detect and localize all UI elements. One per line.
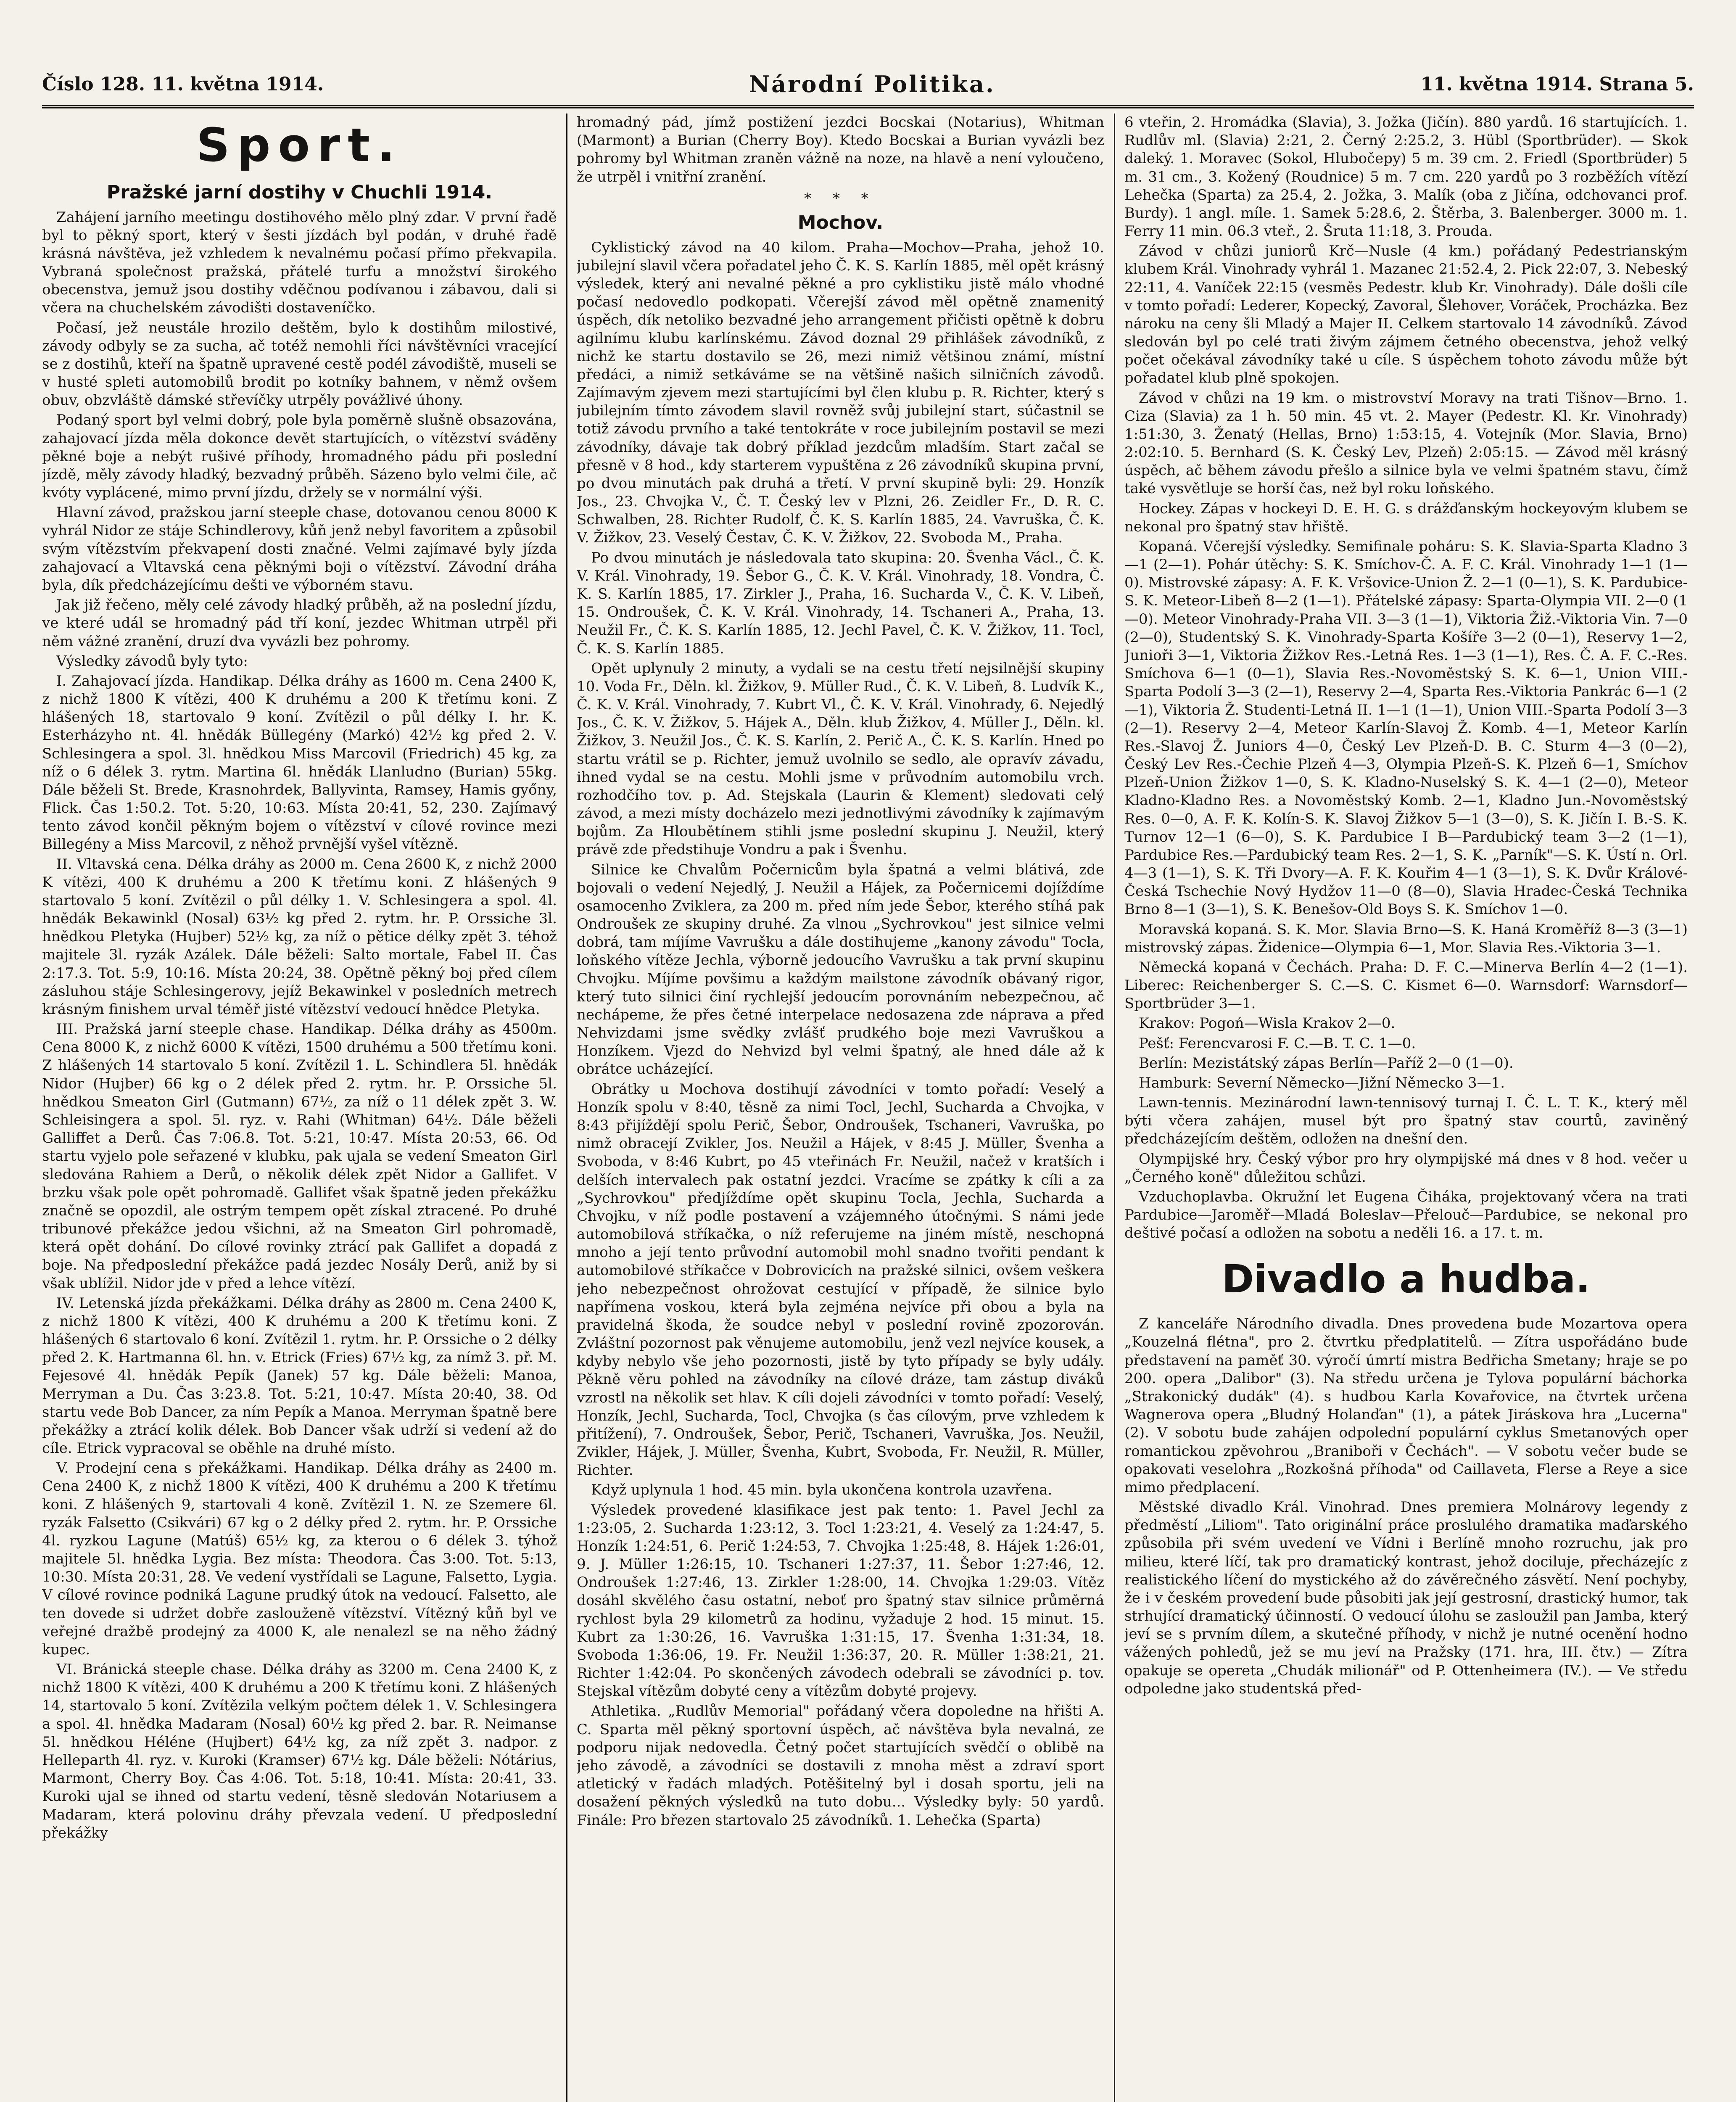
- issue-date-left: Číslo 128. 11. května 1914.: [42, 73, 324, 95]
- paragraph: Vzduchoplavba. Okružní let Eugena Čiháka, projektovaný včera na trati Pardubice—Jaroměř—Mladá Boleslav—Přelouč—Pardubice, se nekonal pro deštivé počasí a odložen na sobotu a neděli 16. a 17. t. m.: [1124, 1188, 1688, 1242]
- paragraph: Silnice ke Chvalům Počernicům byla špatná a velmi blátivá, zde bojovali o vedení Nejedlý, J. Neužil a Hájek, za Počernicemi dojíždíme osamocenho Zviklera, za 200 m. před ním jede Šebor, kterého stíhá pak Ondroušek ze skupiny druhé. Za vlnou „Sychrovkou" jest silnice velmi dobrá, tam míjíme Vavrušku a dále dostihujeme „kanony závodu" Tocla, loňského vítěze Jechla, výborně jedoucího Vavrušku a tak první skupinu Chvojku. Míjíme povšimu a každým mailstone závodník obávaný rigor, který tuto silnici činí rychlejší jedoucím porovnáním nebezpečnou, ač nechápeme, že přes četné interpelace nedosazena zde náprava a před Nehvizdami jsme svědky zvlášť prudkého boje mezi Vavruškou a Honzíkem. Vjezd do Nehvizd byl velmi špatný, ale hned dále až k obrátce ucházející.: [577, 861, 1104, 1078]
- paragraph: Kopaná. Včerejší výsledky. Semifinale poháru: S. K. Slavia-Sparta Kladno 3—1 (2—1). Pohár útěchy: S. K. Smíchov-Č. A. F. C. Král. Vinohrady 1—1 (1—0). Mistrovské zápasy: A. F. K. Vršovice-Union Ž. 2—1 (0—1), S. K. Pardubice-S. K. Meteor-Libeň 8—2 (1—1). Přátelské zápasy: Sparta-Olympia VII. 2—0 (1—0). Meteor Vinohrady-Praha VII. 3—3 (1—1), Viktoria Žiž.-Viktoria Vin. 7—0 (2—0), Studentský S. K. Vinohrady-Sparta Košíře 3—2 (0—1), Reservy 1—2, Junioři 3—1, Viktoria Žižkov Res.-Letná Res. 1—3 (1—1), Res. Č. A. F. C.-Res. Smíchova 6—1 (0—1), Slavia Res.-Novoměstský S. K. 6—1, Union VIII.-Sparta Podolí 3—3 (2—1), Reservy 2—4, Sparta Res.-Viktoria Pankrác 6—1 (2—1), Viktoria Ž. Studenti-Letná II. 1—1 (1—1), Union VIII.-Sparta Podolí 3—3 (2—1). Reservy 2—4, Meteor Karlín-Slavoj Ž. Komb. 4—1, Meteor Karlín Res.-Slavoj Ž. Juniors 4—0, Český Lev Plzeň-D. B. C. Sturm 4—3 (0—2), Český Lev Res.-Čechie Plzeň 4—3, Olympia Plzeň-S. K. Plzeň 6—1, Smíchov Plzeň-Union Žižkov 1—0, S. K. Kladno-Nuselský S. K. 4—1 (2—0), Meteor Kladno-Kladno Res. a Novoměstský Komb. 2—1, Kladno Jun.-Novoměstský Res. 0—0, A. F. K. Kolín-S. K. Slavoj Žižkov 5—1 (3—0), S. K. Jičín I. B.-S. K. Turnov 12—1 (6—0), S. K. Pardubice I B—Pardubický team 3—2 (1—1), Pardubice Res.—Pardubický team Res. 2—1, S. K. „Parník"—S. K. Ústí n. Orl. 4—3 (1—1), S. K. Tři Dvory—A. F. K. Kouřim 4—1 (3—1), S. K. Dvůr Králové-Česká Tschechie Nový Hydžov 11—0 (8—0), Slavia Hradec-Česká Technika Brno 8—1 (3—1), S. K. Benešov-Old Boys S. K. Smíchov 1—0.: [1124, 538, 1688, 918]
- paragraph: Po dvou minutách je následovala tato skupina: 20. Švenha Václ., Č. K. V. Král. Vinohrady, 19. Šebor G., Č. K. V. Král. Vinohrady, 18. Vondra, Č. K. S. Karlín 1885, 17. Zirkler J., Praha, 16. Suchardа V., Č. K. V. Libeň, 15. Ondroušek, Č. K. V. Král. Vinohrady, 14. Tschaneri A., Praha, 13. Neužil Fr., Č. K. S. Karlín 1885, 12. Jechl Pavel, Č. K. V. Žižkov, 11. Tocl, Č. K. S. Karlín 1885.: [577, 549, 1104, 657]
- column-2: [577, 114, 1104, 2102]
- paragraph: Městské divadlo Král. Vinohrad. Dnes premiera Molnárovy legendy z předměstí „Liliom". Tato originální práce proslulého dramatika maďarského způsobila při svém uvedení ve Vídni i Berlíně mnoho rozruchu, jak pro milieu, které líčí, tak pro dramatický kontrast, jehož dociluje, přecházejíc z realistického líčení do mystického až do závěrečného zásvětí. Není pochyby, že i v českém provedení bude působiti jak její gestrosní, drastický humor, tak strhující dramatický účinností. O vedoucí úlohu se zasloužil pan Jamba, který jeví se s prvním dílem, a skutečné příhody, v nichž je nutné ocenění hodno vážených pohledů, jež se mu jeví na Pražsky (171. hra, III. čtv.) — Zítra opakuje se opereta „Chudák milionář" od P. Ottenheimera (IV.). — Ve středu odpoledne jako studentská před-: [1124, 1499, 1688, 1697]
- column-3: [1124, 114, 1688, 2102]
- paragraph: I. Zahajovací jízda. Handikap. Délka dráhy as 1600 m. Cena 2400 K, z nichž 1800 K vítězi, 400 K druhému a 200 K třetímu koni. Z hlášených 18, startovalo 9 koní. Zvítězil o půl délky I. hr. K. Esterházyho nt. 4l. hnědák Büllegény (Markó) 42½ kg před 2. V. Schlesingera a spol. 3l. hnědkou Miss Marcovil (Friedrich) 45 kg, za níž o 6 délek 3. rytm. Martina 6l. hnědák Llanludno (Burian) 55kg. Dále běželi St. Brede, Krasnohrdek, Ballyvinta, Ramsey, Hamis győny, Flick. Čas 1:50.2. Tot. 5:20, 10:63. Místa 20:41, 52, 230. Zajímavý tento závod končil pěkným bojem o vítězství v cílové rovince mezi Billegény a Miss Marcovil, z něhož prvnější vyšel vítězně.: [42, 672, 557, 853]
- column-rule: [566, 114, 567, 2102]
- paragraph: Lawn-tennis. Mezinárodní lawn-tennisový turnaj I. Č. L. T. K., který měl býti včera zahájen, musel být pro špatný stav courtů, zaviněný předcházejícím deštěm, odložen na dnešní den.: [1124, 1094, 1688, 1148]
- paragraph: Německá kopaná v Čechách. Praha: D. F. C.—Minerva Berlín 4—2 (1—1). Liberec: Reichenberger S. C.—S. C. Kismet 6—0. Warnsdorf: Warnsdorf—Sportbrüder 3—1.: [1124, 959, 1688, 1012]
- paragraph: Hockey. Zápas v hockeyi D. E. H. G. s drážďanským hockeyovým klubem se nekonal pro špatný stav hřiště.: [1124, 500, 1688, 535]
- paragraph: Závod v chůzi juniorů Krč—Nusle (4 km.) pořádaný Pedestrianským klubem Král. Vinohrady vyhrál 1. Mazanec 21:52.4, 2. Pick 22:07, 3. Nebeský 22:11, 4. Vaníček 22:15 (vesměs Pedestr. klub Kr. Vinohrady). Dále došli cíle v tomto pořadí: Lederer, Kopecký, Zavoral, Šlehover, Voráček, Procházka. Bez nároku na ceny šli Mladý a Majer II. Celkem startovalo 14 závodníků. Závod sledován byl po celé trati živým zájmem četného obecenstva, jehož velký počet očekával závodníky také u cíle. S úspěchem tohoto závodu může být pořadatel klub plně spokojen.: [1124, 243, 1688, 387]
- paragraph: Pešť: Ferencvarosi F. C.—B. T. C. 1—0.: [1139, 1035, 1416, 1052]
- paragraph: Opět uplynuly 2 minuty, a vydali se na cestu třetí nejsilnější skupiny 10. Voda Fr., Děln. kl. Žižkov, 9. Müller Rud., Č. K. V. Libeň, 8. Ludvík K., Č. K. V. Král. Vinohrady, 7. Kubrt Vl., Č. K. V. Král. Vinohrady, 6. Nejedlý Jos., Č. K. V. Žižkov, 5. Hájek A., Děln. klub Žižkov, 4. Müller J., Děln. kl. Žižkov, 3. Neužil Jos., Č. K. S. Karlín, 2. Perič A., Č. K. S. Karlín. Hned po startu vrátil se p. Richter, jemuž uvolnilo se sedlo, ale opravív závadu, ihned vydal se na cestu. Mohli jsme v průvodním automobilu vrch. rozhodčího tov. p. Ad. Stejskala (Laurin & Klement) sledovati celý závod, a mezi místy docházelo mezi jednotlivými závodníky k zajímavým bojům. Za Hloubětínem stihli jsme poslední skupinu J. Neužil, který právě zde předstihuje Vondru a pak i Švenhu.: [577, 660, 1104, 858]
- paragraph: Závod v chůzi na 19 km. o mistrovství Moravy na trati Tišnov—Brno. 1. Ciza (Slavia) za 1 h. 50 min. 45 vt. 2. Mayer (Pedestr. Kl. Kr. Vinohrady) 1:51:30, 3. Ženatý (Hellas, Brno) 1:53:15, 4. Votejník (Mor. Slavia, Brno) 2:02:10. 5. Bernhard (S. K. Český Lev, Plzeň) 2:05:15. — Závod měl krásný úspěch, ač během závodu přešlo a silnice byla ve velmi špatném stavu, čímž také vysvětluje se horší čas, než byl roku loňského.: [1124, 389, 1688, 497]
- paragraph: Výsledek provedené klasifikace jest pak tento: 1. Pavel Jechl za 1:23:05, 2. Sucharda 1:23:12, 3. Tocl 1:23:21, 4. Veselý za 1:24:47, 5. Honzík 1:24:51, 6. Perič 1:24:53, 7. Chvojka 1:25:48, 8. Hájek 1:26:01, 9. J. Müller 1:26:15, 10. Tschaneri 1:27:37, 11. Šebor 1:27:46, 12. Ondroušek 1:27:46, 13. Zirkler 1:28:00, 14. Chvojka 1:29:03. Vítěz dosáhl skvělého času ostatní, neboť pro špatný stav silnice průměrná rychlost byla 29 kilometrů za hodinu, vyžaduje 2 hod. 15 minut. 15. Kubrt za 1:30:26, 16. Vavruška 1:31:15, 17. Švenha 1:31:34, 18. Svoboda 1:36:06, 19. Fr. Neužil 1:36:37, 20. R. Müller 1:38:21, 21. Richter 1:42:04. Po skončených závodech odebrali se závodníci p. tov. Stejskal vítězům dobyté ceny a vítězům dobyté projevy.: [577, 1501, 1104, 1700]
- paragraph: Cyklistický závod na 40 kilom. Praha—Mochov—Praha, jehož 10. jubilejní slavil včera pořadatel jeho Č. K. S. Karlín 1885, měl opět krásný výsledek, který ani nevalné pěkné a pro cyklistiku jistě málo vhodné počasí nedovedlo podkopati. Včerejší závod měl opětně znamenitý úspěch, dík netoliko bezvadné jeho arrangement přičisti opětně k dobru agilnímu klubu karlínskému. Závod doznal 29 přihlášek závodníků, z nichž ke startu dostavilo se 26, mezi nimiž většinou známí, místní předáci, a nimiž setkáváme se na většině našich silničních závodů. Zajímavým zjevem mezi startujícími byl člen klubu p. R. Richter, který s jubilejním tímto závodem slavil rovněž svůj jubilejní start, súčastnil se totiž závodu prvního a také tentokráte v roce jubilejním postavil se mezi závodníky, dávaje tak dobrý příklad jezdcům mladším. Start začal se přesně v 8 hod., kdy starterem vypuštěna z 26 závodníků skupina první, po dvou minutách pak druhá a třetí. V první skupině byli: 29. Honzík Jos., 23. Chvojka V., Č. T. Český lev v Plzni, 26. Zeidler Fr., D. R. C. Schwalben, 28. Richter Rudolf, Č. K. S. Karlín 1885, 24. Vavruška, Č. K. V. Žižkov, 23. Veselý Čestav, Č. K. V. Žižkov, 22. Svoboda M., Praha.: [577, 239, 1104, 547]
- article-title-dostihy: Pražské jarní dostihy v Chuchli 1914.: [106, 181, 493, 203]
- section-title-divadlo: Divadlo a hudba.: [1222, 1257, 1591, 1302]
- paragraph: Jak již řečeno, měly celé závody hladký průběh, až na poslední jízdu, ve které udál se hromadný pád tří koní, jezdec Whitman utrpěl při něm vážné zranění, druzí dva vyvázli bez pohromy.: [42, 597, 557, 650]
- paragraph: Počasí, jež neustále hrozilo deštěm, bylo k dostihům milostivé, závody odbyly se za sucha, ač totéž nemohli říci návštěvníci vracející se z dostihů, kteří na špatně upravené cestě podél závodiště, museli se v husté spleti automobilů brodit po kotníky bahnem, v němž ovšem obuv, obzvláště dámské střevíčky utrpěly povážlivé úhony.: [42, 319, 557, 409]
- paragraph: Berlín: Mezistátský zápas Berlín—Paříž 2—0 (1—0).: [1139, 1054, 1514, 1072]
- paragraph: Krakov: Pogoń—Wisla Krakov 2—0.: [1139, 1015, 1396, 1032]
- paragraph: Obrátky u Mochova dostihují závodníci v tomto pořadí: Veselý a Honzík spolu v 8:40, těsně za nimi Tocl, Jechl, Sucharda a Chvojka, v 8:43 přijíždějí spolu Perič, Šebor, Ondroušek, Tschaneri, Vavruška, po nimž obracejí Zvikler, Jos. Neužil a Hájek, v 8:45 J. Müller, Švenha a Svoboda, v 8:46 Kubrt, po 45 vteřinách Fr. Neužil, načež v kratších i delších intervalech pak ostatní jezdci. Vracíme se zpátky k cíli a za „Sychrovkou" předjíždíme opět skupinu Tocla, Jechla, Sucharda a Chvojku, v níž podle postavení a vzájemného útočnými. S námi jede automobilová stříkačka, o níž referujeme na jiném místě, neschopná mnoho a její tento průvodní automobil mohl snadno tvořiti pendant k automobilové stříkačce v Dobrovicích na pražské silnici, ovšem veškera jeho nebezpečnost ohrožovat cestující v případě, že silnice bylo napřímena voskou, která byla zejména nejvíce při obou a byla na pravidelná škoda, že soudce nebyl v poslední rovině zpozorován. Zvláštní pozornost pak věnujeme automobilu, jenž vezl nejvíce kousek, a kdyby nebylo vše jeho pozornosti, jistě by tyto případy se byly udály. Pěkně věru pohled na závodníky na cílové dráze, tam zástup diváků vzrostl na několik set hlav. K cíli dojeli závodníci v tomto pořadí: Veselý, Honzík, Jechl, Sucharda, Tocl, Chvojka (s čas cílovým, prve vzhledem k přitížení), 7. Ondroušek, Šebor, Perič, Tschaneri, Vavruška, Jos. Neužil, Zvikler, Hájek, J. Müller, Švenha, Kubrt, Svoboda, Fr. Neužil, R. Müller, Richter.: [577, 1080, 1104, 1479]
- column-1: [42, 114, 557, 2102]
- page-number: 11. května 1914. Strana 5.: [1420, 73, 1694, 95]
- paragraph: Olympijské hry. Český výbor pro hry olympijské má dnes v 8 hod. večer u „Černého koně" důležitou schůzi.: [1124, 1150, 1688, 1186]
- theatre-news: [1124, 1315, 1688, 1698]
- section-title-sport: Sport.: [196, 118, 403, 172]
- paragraph: Hamburk: Severní Německo—Jižní Německo 3—1.: [1139, 1074, 1505, 1091]
- sport-news: [1124, 114, 1688, 1242]
- paragraph: II. Vltavská cena. Délka dráhy as 2000 m. Cena 2600 K, z nichž 2000 K vítězi, 400 K druhému a 200 K třetímu koni. Z hlášených 9 startovalo 5 koní. Zvítězil o půl délky 1. V. Schlesingera a spol. 4l. hnědák Bekawinkl (Nosal) 63½ kg před 2. rytm. hr. P. Orssiche 3l. hnědkou Pletyka (Hujber) 52½ kg, za níž o pětice délky zpět 3. téhož majitele 3l. ryzák Azálek. Dále běželi: Salto mortale, Fabel II. Čas 2:17.3. Tot. 5:9, 10:16. Místa 20:24, 38. Opětně pěkný boj před cílem zásluhou stáje Schlesingerovy, jejíž Bekawinkel v posledních metrech krásným finishem urval téměř jisté vítězství vedoucí hnědce Pletyka.: [42, 856, 557, 1018]
- paragraph: Hlavní závod, pražskou jarní steeple chase, dotovanou cenou 8000 K vyhrál Nidor ze stáje Schindlerovy, kůň jenž nebyl favoritem a způsobil svým vítězstvím překvapení dosti značné. Velmi zajímavé byly jízda zahajovací a Vltavská cena pěknými boji o vítězství. Závodní dráha byla, dík předcházejícímu dešti ve výborném stavu.: [42, 504, 557, 594]
- section-divider-stars: * * *: [804, 190, 877, 207]
- newspaper-title: Národní Politika.: [749, 71, 995, 98]
- paragraph: Athletika. „Rudlův Memorial" pořádaný včera dopoledne na hřišti A. C. Sparta měl pěkný sportovní úspěch, ač návštěva byla nevalná, ze podporu nijak nedovedla. Četný počet startujících svědčí o oblibě na jeho závodě, a závodníci se dostavili z mnoha měst a zdraví sport atletický v řadách mladých. Potěšitelný byl i dosah sportu, jeli na dosažení pěkných výsledků na tuto dobu... Výsledky byly: 50 yardů. Finále: Pro březen startovalo 25 závodníků. 1. Lehečka (Sparta): [577, 1703, 1104, 1829]
- article-title-mochov: Mochov.: [797, 211, 884, 233]
- masthead: [42, 63, 1694, 108]
- paragraph: Zahájení jarního meetingu dostihového mělo plný zdar. V první řadě byl to pěkný sport, který v šesti jízdách byl podán, v druhé řadě krásná návštěva, jež vzhledem k nevalnému počasí přímo překvapila. Vybraná společnost pražská, přátelé turfu a množství širokého obecenstva, jemuž jsou dostihy vděčnou podívanou i zábavou, dali si včera na chuchelském závodišti dostaveníčko.: [42, 209, 557, 317]
- column-rule: [1114, 114, 1115, 2102]
- paragraph: Výsledky závodů byly tyto:: [56, 652, 248, 670]
- paragraph: Moravská kopaná. S. K. Mor. Slavia Brno—S. K. Haná Kroměříž 8—3 (3—1) mistrovský zápas. Židenice—Olympia 6—1, Mor. Slavia Res.-Viktoria 3—1.: [1124, 921, 1688, 956]
- paragraph: Z kanceláře Národního divadla. Dnes provedena bude Mozartova opera „Kouzelná flétna", pro 2. čtvrtku předplatitelů. — Zítra uspořádáno bude představení na paměť 30. výročí úmrtí mistra Bedřicha Smetany; hraje se po 200. opera „Dalibor" (3). Na středu určena je Tylova populární báchorka „Strakonický dudák" (4). s hudbou Karla Kovařovice, na čtvrtek určena Wagnerova opera „Bludný Holanďan" (1), a pátek Jiráskova hra „Lucerna" (2). V sobotu bude zahájen odpolední populární cyklus Smetanových oper romantickou zpěvohrou „Braniboři v Čechách". — V sobotu večer bude se opakovati veselohra „Rozkošná příhoda" od Caillaveta, Flerse a Reye a sice mimo předplacení.: [1124, 1315, 1688, 1496]
- article-body: [577, 239, 1104, 1830]
- paragraph: Když uplynula 1 hod. 45 min. byla ukončena kontrola uzavřena.: [591, 1481, 1053, 1499]
- paragraph: VI. Bránická steeple chase. Délka dráhy as 3200 m. Cena 2400 K, z nichž 1800 K vítězi, 400 K druhému a 200 K třetímu koni. Z hlášených 14, startovalo 5 koní. Zvítězila velkým počtem délek 1. V. Schlesingera a spol. 4l. hnědka Madaram (Nosal) 60½ kg před 2. bar. R. Neimanse 5l. hnědkou Héléne (Hujbert) 64½ kg, za níž zpět 3. nadpor. z Helleparth 4l. ryz. v. Kuroki (Kramser) 67½ kg. Dále běželi: Nótárius, Marmont, Cherry Boy. Čas 4:06. Tot. 5:18, 10:41. Místa: 20:41, 33. Kuroki ujal se ihned od startu vedení, těsně sledován Notariusem a Madaram, která polovinu dráhy převzala vedení. U předposlední překážky: [42, 1661, 557, 1841]
- article-continuation: [577, 114, 1104, 186]
- paragraph: hromadný pád, jímž postižení jezdci Bocskai (Notarius), Whitman (Marmont) a Burian (Cherry Boy). Ktedo Bocskai a Burian vyvázli bez pohromy byl Whitman zraněn vážně na noze, na hlavě a není vyloučeno, že utrpěl i vnitřní zranění.: [577, 114, 1104, 185]
- paragraph: IV. Letenská jízda překážkami. Délka dráhy as 2800 m. Cena 2400 K, z nichž 1800 K vítězi, 400 K druhému a 200 K třetímu koni. Z hlášených 6 startovalo 6 koní. Zvítězil 1. rytm. hr. P. Orssiche o 2 délky před 2. K. Hartmanna 6l. hn. v. Etrick (Fries) 67½ kg, za nímž 3. př. M. Fejesové 4l. hnědák Pepík (Janek) 57 kg. Dále běželi: Manoa, Merryman a Du. Čas 3:23.8. Tot. 5:21, 10:47. Místa 20:40, 38. Od startu vede Bob Dancer, za ním Pepík a Manoa. Merryman špatně bere překážky a ztrácí kolik délek. Bob Dancer však udrží si vedení až do cíle. Etrick vypracoval se oběhle na druhé místo.: [42, 1294, 557, 1457]
- paragraph: 6 vteřin, 2. Hromádka (Slavia), 3. Jožka (Jičín). 880 yardů. 16 startujících. 1. Rudlův ml. (Slavia) 2:21, 2. Černý 2:25.2, 3. Hübl (Sportbrüder). — Skok daleký. 1. Moravec (Sokol, Hlubočepy) 5 m. 39 cm. 2. Friedl (Sportbrüder) 5 m. 31 cm., 3. Kožený (Roudnice) 5 m. 7 cm. 220 yardů po 3 rozběžích vítězí Lehečka (Sparta) za 25.4, 2. Jožka, 3. Malík (oba z Jičína, odchovanci prof. Burdy). 1 angl. míle. 1. Samek 5:28.6, 2. Štěrba, 3. Balenberger. 3000 m. 1. Ferry 11 min. 06.3 vteř., 2. Šruta 11:18, 3. Prouda.: [1124, 114, 1688, 240]
- article-body: [42, 209, 557, 1842]
- paragraph: Podaný sport byl velmi dobrý, pole byla poměrně slušně obsazována, zahajovací jízda měla dokonce devět startujících, o vítězství sváděny pěkné boje a nebýt rušivé příhody, hromadného pádu při poslední jízdě, měly závody hladký, bezvadný průběh. Sázeno bylo velmi čile, ač kvóty vyplácené, mimo první jízdu, držely se v normální výši.: [42, 412, 557, 502]
- paragraph: III. Pražská jarní steeple chase. Handikap. Délka dráhy as 4500m. Cena 8000 K, z nichž 6000 K vítězi, 1500 druhému a 500 třetímu koni. Z hlášených 14 startovalo 5 koní. Zvítězil 1. L. Schindlera 5l. hnědák Nidor (Hujber) 66 kg o 2 délek před 2. rytm. hr. P. Orssiche 5l. hnědkou Smeaton Girl (Gutmann) 67½, za níž o 11 délek zpět 3. W. Schleisingera a spol. 5l. ryz. v. Rahi (Whitman) 64½. Dále běželi Galliffet a Derů. Čas 7:06.8. Tot. 5:21, 10:47. Místa 20:53, 66. Od startu vyjelo pole seřazené v klubku, pak ujala se vedení Smeaton Girl sledována Rahiem a Derů, o několik délek zpět Nidor a Gallifet. V brzku však pole opět pohromadě. Gallifet však špatně jeden překážku značně se opozdil, ale ostrým tempem opět získal ztracené. Po druhé tribunové překážce jedou všichni, až na Smeaton Girl pohromadě, která opět dohání. Do cílové rovinky ztrácí pak Gallifet a dopadá z boje. Na předposlední překážce padá jezdec Nosály Derů, aniž by si však ublížil. Nidor jde v před a lehce vítězí.: [42, 1021, 557, 1292]
- paragraph: V. Prodejní cena s překážkami. Handikap. Délka dráhy as 2400 m. Cena 2400 K, z nichž 1800 K vítězi, 400 K druhému a 200 K třetímu koni. Z hlášených 9, startovali 4 koně. Zvítězil 1. N. ze Szemere 6l. ryzák Falsetto (Csikvári) 67 kg o 2 délky před 2. rytm. hr. P. Orssiche 4l. ryzkou Lagune (Matúš) 65½ kg, za kterou o 6 délek 3. týhož majitele 5l. hnědka Lygia. Bez místa: Theodora. Čas 3:00. Tot. 5:13, 10:30. Místa 20:31, 28. Ve vedení vystřídali se Lagune, Falsetto, Lygia. V cílové rovince podniká Lagune prudký útok na vedoucí. Falsetto, ale ten dovede si udržet dobře zaslouženě vítězství. Vítězný kůň byl ve veřejné dražbě prodejný za 4000 K, ale nenalezl se na něho žádný kupec.: [42, 1460, 557, 1658]
